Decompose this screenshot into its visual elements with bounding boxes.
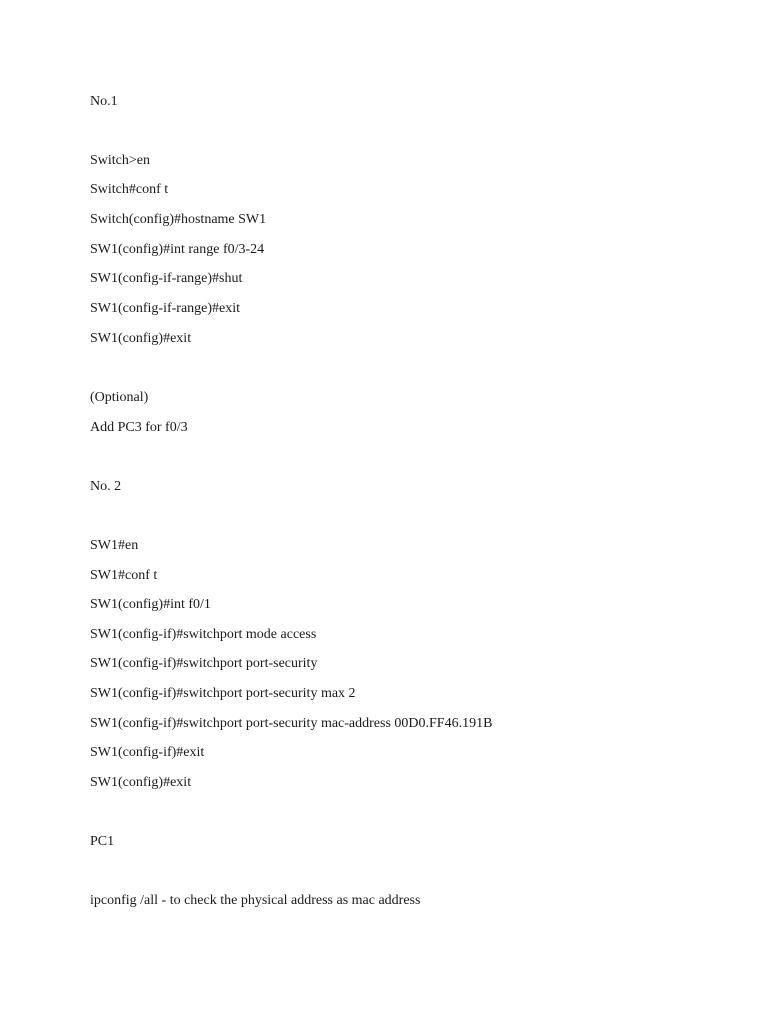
optional-note: Add PC3 for f0/3 bbox=[90, 420, 188, 435]
command-line: ipconfig /all - to check the physical address as mac address bbox=[90, 893, 421, 908]
command-line: SW1(config)#int range f0/3-24 bbox=[90, 242, 265, 257]
command-line: SW1(config-if-range)#exit bbox=[90, 301, 241, 316]
command-line: SW1(config-if)#switchport port-security max 2 bbox=[90, 686, 356, 701]
command-line: SW1(config-if)#exit bbox=[90, 745, 205, 760]
command-line: SW1#en bbox=[90, 538, 139, 553]
optional-note: (Optional) bbox=[90, 390, 149, 405]
command-line: SW1#conf t bbox=[90, 568, 158, 583]
command-line: SW1(config)#exit bbox=[90, 331, 192, 346]
section-heading-pc1: PC1 bbox=[90, 834, 115, 849]
command-line: Switch(config)#hostname SW1 bbox=[90, 212, 267, 227]
command-line: SW1(config)#int f0/1 bbox=[90, 597, 211, 612]
command-line: Switch#conf t bbox=[90, 182, 169, 197]
command-line: SW1(config-if)#switchport port-security mac-address 00D0.FF46.191B bbox=[90, 716, 493, 731]
section-heading-no2: No. 2 bbox=[90, 479, 122, 494]
command-line: SW1(config-if)#switchport mode access bbox=[90, 627, 317, 642]
command-line: SW1(config-if)#switchport port-security bbox=[90, 656, 318, 671]
command-line: SW1(config-if-range)#shut bbox=[90, 271, 243, 286]
section-heading-no1: No.1 bbox=[90, 94, 118, 109]
command-line: Switch>en bbox=[90, 153, 150, 168]
command-line: SW1(config)#exit bbox=[90, 775, 192, 790]
